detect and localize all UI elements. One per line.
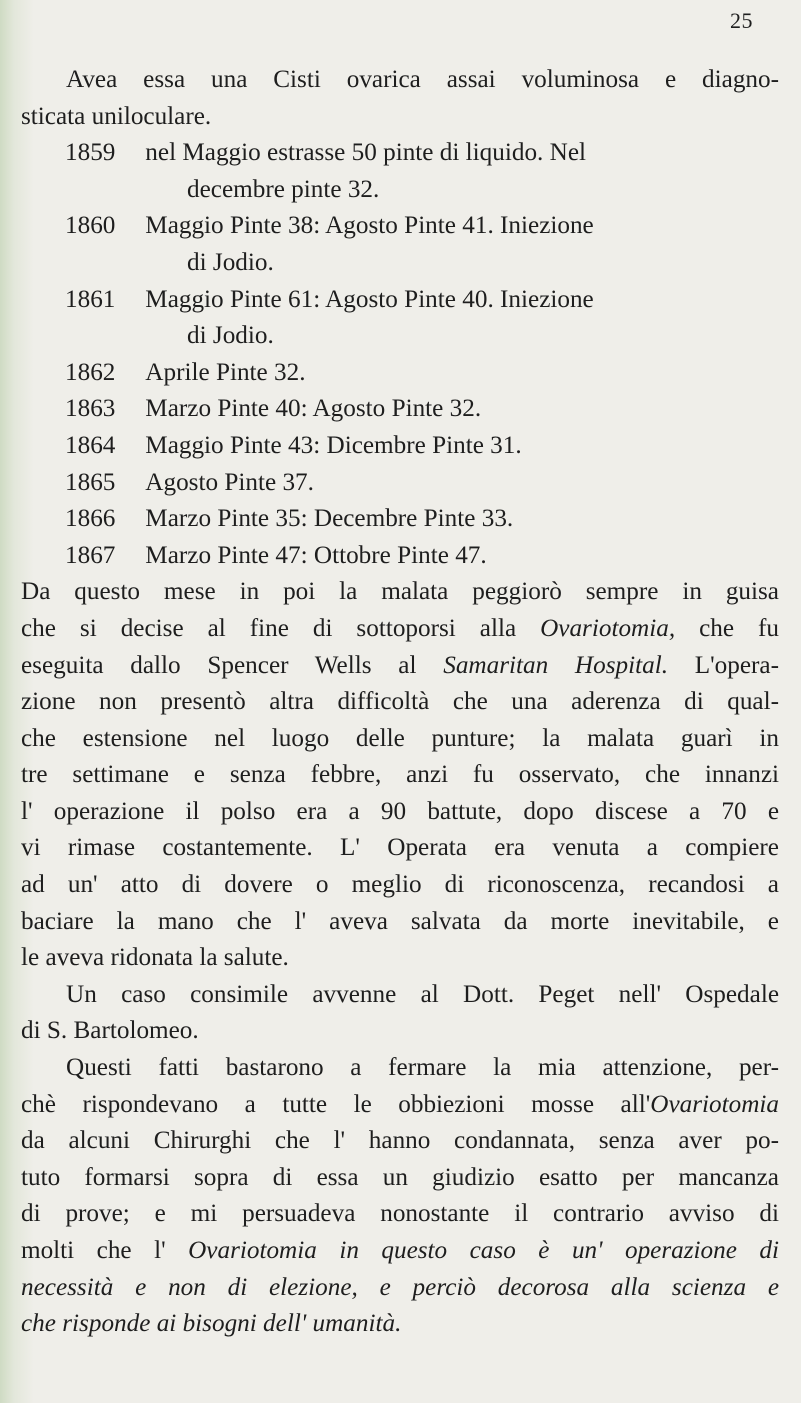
text-line (21, 648, 779, 685)
text-line: sticata uniloculare. (21, 102, 212, 130)
text-line: di S. Bartolomeo. (21, 1017, 199, 1045)
entry-text: Marzo Pinte 35: Decembre Pinte 33. (145, 505, 514, 533)
intro-paragraph (21, 62, 779, 135)
paragraph-conclusion (21, 1050, 779, 1343)
entry-year: 1864 (65, 431, 116, 459)
italic-line: che risponde ai bisogni dell' umanità. (21, 1310, 402, 1338)
text-segment: chè rispondevano a tutte le obbiezioni mosse all' (21, 1090, 651, 1118)
entry-text: Maggio Pinte 61: Agosto Pinte 40. Iniezione (145, 285, 594, 313)
entry-text: Marzo Pinte 47: Ottobre Pinte 47. (145, 541, 487, 569)
italic-term: Ovariotomia, (540, 614, 676, 642)
italic-text: Ovariotomia in questo caso è un' operazione di (188, 1237, 779, 1264)
entry-text: Aprile Pinte 32. (145, 358, 306, 386)
text-line: zione non presentò altra difficoltà che una aderenza di qual- (21, 688, 779, 716)
entry-1860 (21, 208, 779, 281)
text-line: da alcuni Chirurghi che l' hanno condannata, senza aver po- (21, 1127, 779, 1155)
text-line: baciare la mano che l' aveva salvata da morte inevitabile, e (21, 907, 779, 935)
italic-line: necessità e non di elezione, e perciò decorosa alla scienza e (21, 1273, 779, 1301)
paragraph-peget (21, 977, 779, 1050)
text-segment: L'opera- (668, 651, 779, 679)
text-line: tre settimane e senza febbre, anzi fu osservato, che innanzi (21, 761, 779, 789)
entry-1864 (21, 428, 779, 465)
entry-year: 1859 (65, 139, 116, 167)
entry-year: 1866 (65, 505, 116, 533)
text-line: Avea essa una Cisti ovarica assai voluminosa e diagno- (66, 66, 779, 93)
entry-text: Maggio Pinte 38: Agosto Pinte 41. Iniezione (145, 212, 594, 240)
entries-list (21, 135, 779, 574)
entry-year: 1865 (65, 468, 116, 496)
text-line: che estensione nel luogo delle punture; la malata guarì in (21, 724, 779, 752)
text-line: Da questo mese in poi la malata peggiorò sempre in guisa (21, 578, 779, 606)
entry-1867 (21, 538, 779, 575)
entry-text: Agosto Pinte 37. (145, 468, 314, 496)
entry-text: Marzo Pinte 40: Agosto Pinte 32. (145, 395, 482, 423)
text-line: tuto formarsi sopra di essa un giudizio esatto per mancanza (21, 1163, 779, 1191)
text-line (21, 1233, 779, 1270)
text-segment: che si decise al fine di sottoporsi alla (21, 614, 541, 642)
text-segment: molti che l' (21, 1237, 189, 1264)
text-line (21, 611, 779, 648)
entry-1861 (21, 282, 779, 355)
entry-year: 1863 (65, 395, 116, 423)
italic-term: Samaritan Hospital. (443, 651, 668, 679)
entry-1862 (21, 355, 779, 392)
entry-text: Maggio Pinte 43: Dicembre Pinte 31. (145, 431, 522, 459)
text-segment: che fu (675, 614, 779, 642)
italic-term: Ovariotomia (650, 1090, 779, 1118)
entry-1859 (21, 135, 779, 208)
text-line: ad un' atto di dovere o meglio di riconoscenza, recandosi a (21, 871, 779, 899)
text-line: Un caso consimile avvenne al Dott. Peget nell' Ospedale (66, 980, 779, 1008)
entry-year: 1862 (65, 358, 116, 386)
text-line: Questi fatti bastarono a fermare la mia attenzione, per- (66, 1054, 779, 1082)
entry-year: 1867 (65, 541, 116, 569)
entry-1866 (21, 501, 779, 538)
entry-year: 1861 (65, 285, 116, 313)
page-number: 25 (730, 8, 753, 33)
text-line (21, 1087, 779, 1124)
entry-text: nel Maggio estrasse 50 pinte di liquido. Nel (145, 139, 587, 167)
text-line: di prove; e mi persuadeva nonostante il contrario avviso di (21, 1200, 779, 1228)
text-line: l' operazione il polso era a 90 battute, dopo discese a 70 e (21, 797, 779, 825)
text-line: le aveva ridonata la salute. (21, 944, 289, 972)
entry-continuation: di Jodio. (187, 322, 274, 350)
entry-year: 1860 (65, 212, 116, 240)
text-segment: eseguita dallo Spencer Wells al (21, 651, 444, 679)
paragraph-operation (21, 574, 779, 977)
entry-1863 (21, 391, 779, 428)
text-line: vi rimase costantemente. L' Operata era venuta a compiere (21, 834, 779, 862)
entry-continuation: di Jodio. (187, 248, 274, 276)
entry-1865 (21, 465, 779, 502)
page-body (21, 62, 779, 1343)
entry-continuation: decembre pinte 32. (187, 175, 380, 203)
